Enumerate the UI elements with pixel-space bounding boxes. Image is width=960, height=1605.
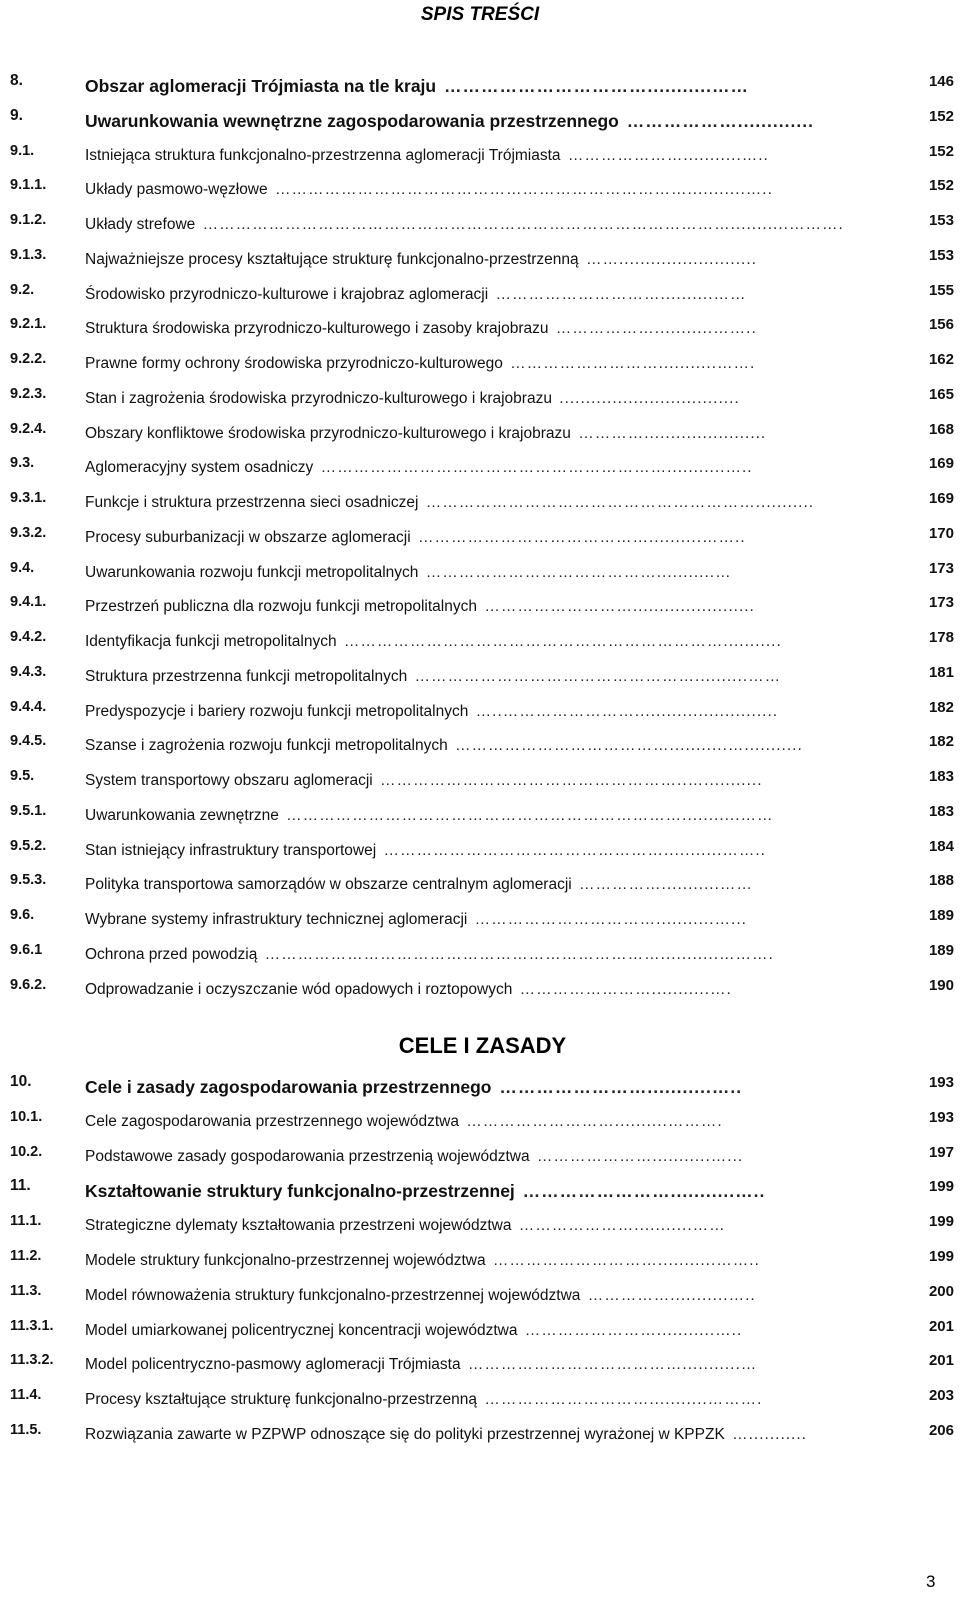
toc-leader-dots: ……………………….......................	[484, 598, 755, 616]
toc-entry-page: 189	[928, 941, 954, 959]
toc-entry-number: 9.6.2.	[10, 976, 47, 993]
toc-leader-dots: ………………...........……..	[555, 320, 757, 338]
toc-entry[interactable]	[10, 974, 954, 1000]
toc-entry-title-line	[85, 424, 898, 444]
toc-entry-title: Uwarunkowania zewnętrzne	[85, 807, 282, 824]
toc-entry-page: 193	[928, 1074, 954, 1091]
toc-entry-title: Model równoważenia struktury funkcjonalno-przestrzennej województwa	[85, 1287, 583, 1304]
toc-entry-page: 203	[928, 1387, 954, 1405]
toc-entry-page: 181	[928, 663, 954, 681]
toc-entry-number: 11.3.	[10, 1282, 42, 1299]
toc-entry-title: Istniejąca struktura funkcjonalno-przestrzenna aglomeracji Trójmiasta	[85, 147, 564, 164]
toc-entry-page: 155	[928, 281, 954, 299]
toc-entry-page: 168	[928, 420, 954, 438]
toc-entry-title-line	[85, 1390, 898, 1410]
toc-entry-title-line	[85, 250, 898, 270]
toc-entry-title-line	[85, 1286, 898, 1306]
toc-entry-page: 169	[928, 455, 954, 473]
toc-entry-page: 199	[928, 1248, 954, 1265]
toc-entry-title-line	[85, 632, 898, 652]
toc-entry-page: 152	[928, 142, 954, 160]
toc-entry[interactable]	[10, 487, 954, 513]
toc-entry[interactable]	[10, 1141, 954, 1167]
toc-entry[interactable]	[10, 591, 954, 617]
toc-entry-number: 8.	[10, 72, 23, 89]
toc-entry[interactable]	[10, 313, 954, 339]
toc-entry[interactable]	[10, 1280, 954, 1306]
toc-entry-page: 162	[928, 351, 954, 368]
toc-entry-title: Aglomeracyjny system osadniczy	[85, 459, 316, 476]
toc-leader-dots: ……..........................	[585, 250, 757, 268]
toc-entry-number: 9.3.1.	[10, 490, 47, 506]
toc-entry-page: 152	[928, 177, 954, 195]
toc-entry-number: 9.1.3.	[10, 246, 47, 263]
toc-entry[interactable]	[10, 1175, 954, 1201]
toc-entry[interactable]	[10, 696, 954, 722]
toc-entry-title-line	[85, 806, 898, 826]
toc-entry[interactable]	[10, 730, 954, 756]
toc-entry[interactable]	[10, 418, 954, 444]
toc-entry-title-line	[85, 945, 898, 965]
toc-entry-title: Szanse i zagrożenia rozwoju funkcji metropolitalnych	[85, 737, 451, 754]
toc-leader-dots: …………………...........…..	[567, 146, 769, 164]
toc-entry-number: 11.3.1.	[10, 1317, 54, 1334]
toc-entry-title: Procesy suburbanizacji w obszarze aglomeracji	[85, 529, 414, 546]
toc-entry[interactable]	[10, 1245, 954, 1271]
toc-leader-dots: ………………………………………………………………...........……	[286, 806, 774, 824]
toc-entry-number: 9.3.2.	[10, 524, 47, 541]
toc-leader-dots: ……………………………...........……	[444, 76, 749, 96]
toc-entry-title-line	[85, 841, 898, 861]
toc-entry-title: Polityka transportowa samorządów w obszarze centralnym aglomeracji	[85, 876, 575, 893]
toc-entry-number: 9.2.1.	[10, 316, 47, 333]
toc-leader-dots: ……………...........……	[579, 876, 753, 894]
toc-entry[interactable]	[10, 1210, 954, 1236]
toc-entry-number: 10.1.	[10, 1108, 43, 1125]
toc-entry[interactable]	[10, 383, 954, 409]
toc-entry-title-line	[85, 1216, 898, 1236]
toc-leader-dots: …………………………...........……….	[484, 1391, 763, 1409]
toc-entry-title: Uwarunkowania wewnętrzne zagospodarowania przestrzennego	[85, 111, 622, 131]
toc-entry-page: 188	[928, 872, 954, 890]
toc-entry-title-line	[85, 111, 898, 131]
toc-entry-title-line	[85, 771, 898, 791]
toc-leader-dots: …………………………………...........…...........	[455, 737, 803, 755]
toc-entry-title: Modele struktury funkcjonalno-przestrzennej województwa	[85, 1252, 489, 1269]
toc-entry[interactable]	[10, 869, 954, 895]
toc-entry[interactable]	[10, 1315, 954, 1341]
toc-entry-title-line	[85, 597, 898, 617]
toc-entry[interactable]	[10, 904, 954, 930]
toc-entry-page: 173	[928, 559, 954, 577]
toc-entry-title-line	[85, 563, 898, 583]
toc-entry-title: Najważniejsze procesy kształtujące strukturę funkcjonalno-przestrzenną	[85, 251, 582, 268]
toc-entry-number: 9.4.1.	[10, 594, 47, 611]
toc-entry-number: 9.1.2.	[10, 212, 47, 228]
toc-entry[interactable]	[10, 452, 954, 478]
toc-entry-title: Podstawowe zasady gospodarowania przestrzenią województwa	[85, 1148, 533, 1165]
toc-entry-page: 182	[928, 733, 954, 751]
toc-entry-number: 9.1.1.	[10, 177, 47, 194]
toc-entry-page: 197	[928, 1143, 954, 1161]
toc-leader-dots: ……………………...........…..	[524, 1321, 743, 1339]
toc-entry-page: 156	[928, 316, 954, 334]
toc-entry-number: 9.4.4.	[10, 698, 47, 715]
toc-leader-dots: ………….......................	[578, 424, 767, 442]
toc-entry[interactable]	[10, 939, 954, 965]
toc-entry-page: 178	[928, 629, 954, 646]
toc-entry[interactable]	[10, 522, 954, 548]
toc-entry[interactable]	[10, 835, 954, 861]
toc-leader-dots: ……………………………………………...........……..	[383, 841, 766, 859]
toc-entry-title: Stan i zagrożenia środowiska przyrodniczo-kulturowego i krajobrazu	[85, 390, 555, 407]
toc-entry-title-line	[85, 702, 898, 722]
toc-leader-dots: ………………………..........……….	[466, 1112, 723, 1130]
toc-entry-title-line	[85, 493, 898, 513]
toc-entry-title: Predyspozycje i bariery rozwoju funkcji metropolitalnych	[85, 703, 471, 720]
toc-leader-dots: ……………………………………………………………...........	[343, 633, 782, 650]
toc-entry-number: 11.2.	[10, 1248, 42, 1264]
toc-entry-title: Struktura przestrzenna funkcji metropolitalnych	[85, 668, 410, 685]
toc-entry-title-line	[85, 1147, 898, 1167]
toc-entry-number: 11.3.2.	[10, 1352, 54, 1369]
toc-entry-number: 9.4.5.	[10, 733, 47, 750]
toc-entry[interactable]	[10, 626, 954, 652]
toc-entry-page: 153	[928, 212, 954, 229]
toc-leader-dots: …..……………………...........................	[475, 702, 779, 720]
toc-entry-page: 184	[928, 837, 954, 855]
toc-entry-title-line	[85, 667, 898, 687]
toc-entry-page: 152	[928, 107, 954, 125]
toc-leader-dots: …………………………………………………………………...........…..	[274, 181, 773, 199]
toc-entry-page: 170	[928, 524, 954, 542]
toc-entry[interactable]	[10, 1071, 954, 1097]
toc-entry-page: 169	[928, 490, 954, 507]
toc-entry-title-line	[85, 1251, 898, 1271]
toc-entry-title: Procesy kształtujące strukturę funkcjonalno-przestrzenną	[85, 1391, 480, 1408]
toc-entry-number: 10.	[10, 1073, 32, 1090]
toc-entry-title: Cele i zasady zagospodarowania przestrzennego	[85, 1077, 495, 1097]
toc-entry-title-line	[85, 980, 898, 1000]
toc-leader-dots: ……………………………………………………...........	[425, 494, 815, 511]
toc-entry-title: Prawne formy ochrony środowiska przyrodniczo-kulturowego	[85, 355, 506, 372]
toc-entry[interactable]	[10, 1106, 954, 1132]
toc-entry-page: 206	[928, 1422, 954, 1439]
toc-entry-number: 9.	[10, 106, 23, 124]
toc-entry-number: 9.5.3.	[10, 872, 47, 889]
toc-entry-title: Obszar aglomeracji Trójmiasta na tle kraju	[85, 76, 439, 96]
toc-entry-title-line	[85, 528, 898, 548]
toc-entry[interactable]	[10, 279, 954, 305]
toc-entry-number: 11.5.	[10, 1422, 42, 1438]
toc-entry-title-line	[85, 1355, 898, 1375]
toc-entry-title-line	[85, 458, 898, 478]
toc-entry-number: 9.1.	[10, 142, 35, 159]
toc-leader-dots: ……………………………………..........……..	[417, 528, 746, 546]
toc-entry-page: 189	[928, 907, 954, 924]
toc-leader-dots: …………………...........……	[518, 1217, 726, 1235]
toc-entry-page: 201	[928, 1352, 954, 1370]
toc-entry-title: Odprowadzanie i oczyszczanie wód opadowych i roztopowych	[85, 981, 515, 998]
toc-entry-title-line	[85, 1321, 898, 1341]
toc-entry-number: 9.2.2.	[10, 351, 47, 367]
toc-entry[interactable]	[10, 105, 954, 131]
toc-entry-page: 201	[928, 1317, 954, 1335]
toc-entry[interactable]	[10, 174, 954, 200]
toc-entry-number: 11.1.	[10, 1213, 42, 1230]
toc-entry-title: Środowisko przyrodniczo-kulturowe i krajobraz aglomeracji	[85, 286, 491, 303]
toc-entry-title-line	[85, 76, 898, 96]
toc-entry-page: 182	[928, 698, 954, 716]
toc-entry[interactable]	[10, 765, 954, 791]
toc-entry[interactable]	[10, 70, 954, 96]
toc-entry[interactable]	[10, 1349, 954, 1375]
toc-entry-page: 173	[928, 594, 954, 612]
toc-entry-title: Model policentryczno-pasmowy aglomeracji Trójmiasta	[85, 1356, 464, 1373]
page-number: 3	[926, 1572, 936, 1591]
toc-entry-page: 183	[928, 802, 954, 820]
toc-leader-dots: ………………………………………………………………...........……….	[264, 945, 774, 963]
toc-entry-number: 9.5.1.	[10, 802, 47, 819]
toc-entry-title: Rozwiązania zawarte w PZPWP odnoszące się do polityki przestrzennej wyrażonej w KPPZK	[85, 1426, 728, 1443]
toc-entry-page: 165	[928, 385, 954, 403]
toc-entry-title: System transportowy obszaru aglomeracji	[85, 772, 376, 789]
toc-entry-number: 9.4.	[10, 559, 35, 576]
toc-entry[interactable]	[10, 1384, 954, 1410]
toc-entry-number: 11.	[10, 1177, 31, 1195]
toc-leader-dots: …………………………..........……	[495, 285, 747, 303]
toc-entry-number: 9.6.1	[10, 941, 43, 958]
toc-entry-title-line	[85, 1112, 898, 1132]
toc-leader-dots: ……………...........…..	[587, 1286, 756, 1304]
toc-entry-title-line	[85, 1425, 898, 1445]
toc-leader-dots: ……………….............	[626, 110, 814, 131]
toc-entry-title-line	[85, 215, 898, 235]
toc-entry-title: Uwarunkowania rozwoju funkcji metropolitalnych	[85, 564, 421, 581]
toc-leader-dots: ………………………...........…….	[510, 355, 756, 372]
toc-leader-dots: ……………………………...........…...	[474, 911, 747, 928]
toc-entry-page: 146	[928, 73, 954, 90]
toc-leader-dots: ………………………………………………..…...........	[380, 772, 763, 789]
toc-entry[interactable]	[10, 244, 954, 270]
toc-entry[interactable]	[10, 557, 954, 583]
toc-entry-number: 9.2.	[10, 281, 35, 298]
toc-leader-dots: ……………………...........…..	[499, 1077, 743, 1097]
toc-entry-title: Funkcje i struktura przestrzenna sieci osadniczej	[85, 494, 421, 511]
section-heading: CELE I ZASADY	[398, 1033, 567, 1058]
toc-entry-title: Ochrona przed powodzią	[85, 946, 260, 963]
toc-entry-title: Obszary konfliktowe środowiska przyrodniczo-kulturowego i krajobrazu	[85, 425, 574, 442]
toc-entry-number: 9.4.2.	[10, 629, 47, 645]
toc-entry-title: Strategiczne dylematy kształtowania przestrzeni województwa	[85, 1217, 514, 1234]
toc-entry-title: Kształtowanie struktury funkcjonalno-przestrzennej	[85, 1181, 518, 1201]
toc-leader-dots: …………………………...........……..	[492, 1252, 760, 1269]
toc-entry-title: Identyfikacja funkcji metropolitalnych	[85, 633, 340, 650]
toc-entry-title-line	[85, 354, 898, 374]
toc-entry-page: 200	[928, 1282, 954, 1300]
toc-entry-title: Stan istniejący infrastruktury transportowej	[85, 842, 379, 859]
toc-entry-title: Cele zagospodarowania przestrzennego województwa	[85, 1113, 462, 1130]
toc-entry-title: Wybrane systemy infrastruktury technicznej aglomeracji	[85, 911, 470, 928]
toc-entry-page: 193	[928, 1108, 954, 1126]
toc-entry-page: 199	[928, 1178, 954, 1196]
toc-entry-title-line	[85, 389, 898, 409]
toc-entry-page: 190	[928, 976, 954, 994]
toc-entry-number: 9.5.	[10, 768, 35, 784]
toc-entry-title-line	[85, 736, 898, 756]
toc-entry[interactable]	[10, 348, 954, 374]
toc-entry-number: 9.2.4.	[10, 420, 47, 437]
toc-leader-dots: ……………………………………………………………………………………...........……….	[202, 216, 844, 233]
toc-leader-dots: …………………...........…...	[536, 1147, 744, 1165]
toc-entry-title-line	[85, 285, 898, 305]
toc-entry-number: 9.3.	[10, 455, 35, 472]
page-title: SPIS TREŚCI	[420, 4, 540, 25]
toc-entry[interactable]	[10, 661, 954, 687]
toc-leader-dots: …………………………………...........…	[467, 1356, 758, 1374]
toc-entry-title-line	[85, 180, 898, 200]
toc-entry-title-line	[85, 1181, 898, 1201]
toc-entry-title: Układy strefowe	[85, 216, 198, 233]
toc-entry[interactable]	[10, 800, 954, 826]
toc-entry-page: 199	[928, 1213, 954, 1231]
toc-entry-number: 11.4.	[10, 1387, 42, 1404]
toc-entry-page: 153	[928, 246, 954, 264]
toc-entry-title-line	[85, 875, 898, 895]
toc-leader-dots: ……………………………………………..........……	[414, 667, 782, 685]
toc-entry-title-line	[85, 910, 898, 930]
toc-leader-dots: ……………………………………...........…	[425, 563, 732, 581]
toc-leader-dots: ..................................	[559, 389, 740, 407]
toc-leader-dots: ……………………...........….	[519, 980, 732, 998]
toc-entry-number: 9.6.	[10, 907, 35, 923]
toc-entry-page: 183	[928, 768, 954, 785]
toc-entry-title-line	[85, 1077, 898, 1097]
toc-leader-dots: ………………………………………………………...........…..	[320, 459, 753, 477]
toc-entry-title: Model umiarkowanej policentrycznej koncentracji województwa	[85, 1322, 520, 1339]
toc-entry-number: 9.2.3.	[10, 385, 47, 402]
toc-entry[interactable]	[10, 1419, 954, 1445]
toc-entry-number: 9.5.2.	[10, 837, 47, 854]
toc-entry-title: Układy pasmowo-węzłowe	[85, 181, 271, 198]
toc-leader-dots: …...........	[732, 1426, 807, 1443]
toc-leader-dots: ……………………...........…..	[522, 1181, 766, 1202]
toc-entry-number: 9.4.3.	[10, 663, 47, 680]
toc-entry-title-line	[85, 146, 898, 166]
toc-entry[interactable]	[10, 140, 954, 166]
toc-entry-number: 10.2.	[10, 1143, 43, 1160]
toc-entry-title: Przestrzeń publiczna dla rozwoju funkcji metropolitalnych	[85, 598, 480, 615]
toc-entry-title: Struktura środowiska przyrodniczo-kulturowego i zasoby krajobrazu	[85, 320, 551, 337]
toc-entry-title-line	[85, 319, 898, 339]
toc-entry[interactable]	[10, 209, 954, 235]
